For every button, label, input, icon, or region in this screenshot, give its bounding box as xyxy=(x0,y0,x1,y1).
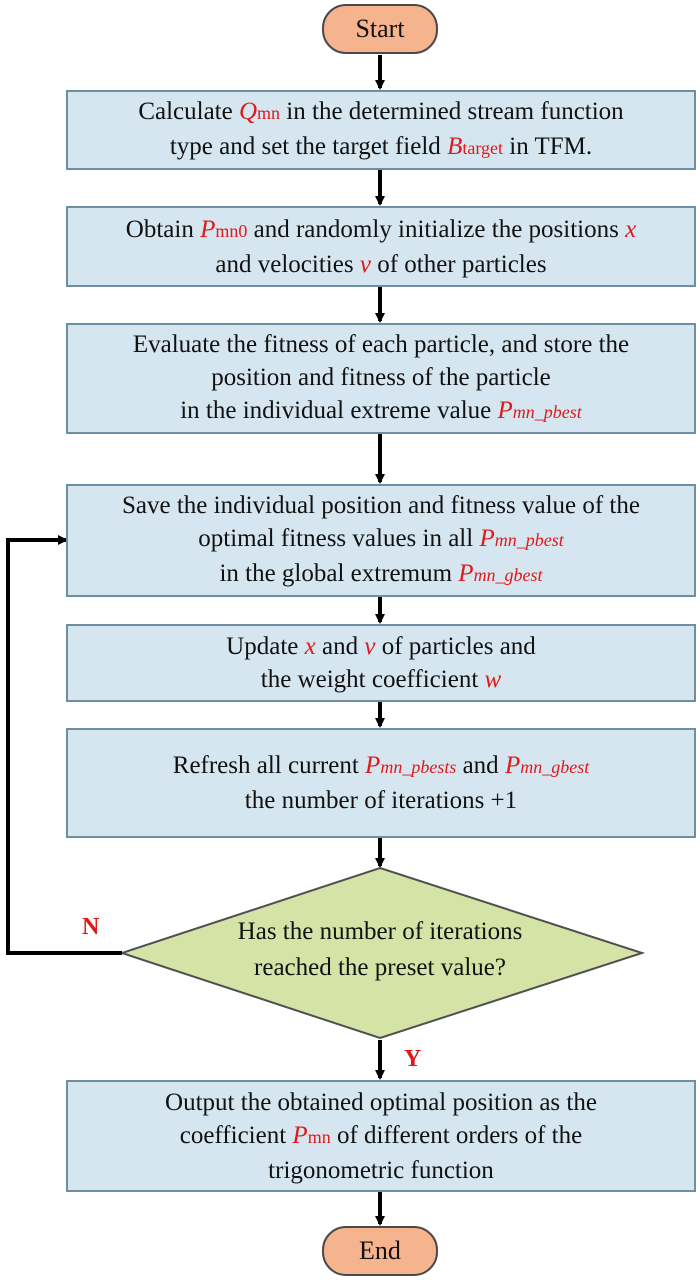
variable-base: P xyxy=(504,752,521,779)
text-run: Refresh all current xyxy=(172,752,366,779)
variable-base: P xyxy=(365,752,381,779)
text-run: and xyxy=(315,633,365,660)
process-step xyxy=(66,728,696,838)
text-run: of particles and xyxy=(375,633,536,660)
math-variable xyxy=(479,525,563,552)
math-variable xyxy=(625,216,636,243)
variable-base: v xyxy=(364,633,376,660)
process-step xyxy=(66,90,696,170)
decision-line-2: reached the preset value? xyxy=(254,954,506,981)
symbol-base: P xyxy=(292,1121,308,1149)
variable-base: P xyxy=(479,525,495,552)
text-run: Output the obtained optimal position as the xyxy=(165,1088,597,1116)
process-step xyxy=(66,206,696,287)
decision-line-1: Has the number of iterations xyxy=(237,918,523,945)
text-run: and xyxy=(456,752,505,779)
math-variable xyxy=(505,752,589,779)
text-run: Evaluate the fitness of each particle, and store the xyxy=(132,331,630,358)
process-step-text xyxy=(122,489,640,592)
text-run: in the individual extreme value xyxy=(180,397,498,424)
variable-subscript: mn_pbest xyxy=(512,402,582,422)
variable-subscript: mn_pbests xyxy=(380,757,457,777)
process-line xyxy=(133,328,629,361)
process-step xyxy=(66,323,696,434)
text-run: the number of iterations +1 xyxy=(244,787,518,814)
process-line xyxy=(165,1086,597,1119)
symbol-base: P xyxy=(200,215,216,243)
math-variable xyxy=(497,397,581,424)
process-line xyxy=(122,489,640,522)
process-step xyxy=(66,484,696,597)
decision-text xyxy=(160,914,600,986)
variable-subscript: mn_gbest xyxy=(520,757,590,777)
text-run: in TFM. xyxy=(503,133,593,160)
variable-base: P xyxy=(458,560,474,587)
symbol-subscript: mn xyxy=(307,1126,331,1147)
text-run: and randomly initialize the positions xyxy=(247,215,626,243)
math-variable xyxy=(365,752,456,779)
process-line xyxy=(126,248,636,281)
text-run: the weight coefficient xyxy=(260,666,485,693)
process-step-text xyxy=(138,95,623,165)
symbol-base: Q xyxy=(238,98,258,125)
start-terminal: Start xyxy=(322,4,438,54)
text-run: in the determined stream function xyxy=(280,98,624,125)
text-run: of different orders of the xyxy=(330,1121,583,1149)
text-run: in the global extremum xyxy=(219,560,459,587)
math-variable xyxy=(305,633,316,660)
text-run: Update xyxy=(226,633,305,660)
symbol-base: B xyxy=(447,133,463,160)
variable-subscript: mn_pbest xyxy=(494,530,564,550)
process-step xyxy=(66,1080,696,1192)
process-step-text xyxy=(126,213,636,281)
variable-base: w xyxy=(484,666,502,693)
process-step-text xyxy=(133,328,629,429)
math-symbol xyxy=(200,216,247,243)
text-run: Obtain xyxy=(125,215,201,243)
text-run: Save the individual position and fitness value of the xyxy=(122,492,640,519)
process-line xyxy=(226,663,536,696)
process-line xyxy=(122,557,640,592)
process-line xyxy=(133,361,629,394)
math-symbol xyxy=(447,133,503,160)
process-line xyxy=(133,394,629,429)
process-line xyxy=(138,130,623,165)
text-run: position and fitness of the particle xyxy=(211,364,551,391)
text-run: coefficient xyxy=(179,1121,293,1149)
variable-base: x xyxy=(304,633,316,660)
variable-subscript: mn_gbest xyxy=(473,565,543,585)
process-line xyxy=(226,630,536,663)
no-branch-label: N xyxy=(82,914,100,940)
math-variable xyxy=(360,251,371,278)
text-run: Calculate xyxy=(138,98,239,125)
text-run: of other particles xyxy=(370,250,547,278)
process-step-text xyxy=(165,1086,597,1187)
process-line xyxy=(126,213,636,248)
math-variable xyxy=(458,560,542,587)
symbol-subscript: target xyxy=(462,138,503,158)
process-line xyxy=(165,1154,597,1187)
variable-base: x xyxy=(625,215,637,243)
end-terminal: End xyxy=(322,1226,438,1276)
math-symbol xyxy=(292,1122,330,1149)
math-variable xyxy=(364,633,375,660)
symbol-subscript: mn0 xyxy=(215,220,248,241)
text-run: type and set the target field xyxy=(169,133,448,160)
text-run: and velocities xyxy=(215,250,360,278)
process-line xyxy=(138,95,623,130)
process-line xyxy=(165,1119,597,1154)
symbol-subscript: mn xyxy=(257,103,281,123)
variable-base: v xyxy=(359,250,371,278)
process-line xyxy=(122,522,640,557)
process-step-text xyxy=(173,749,589,817)
process-step xyxy=(66,624,696,702)
yes-branch-label: Y xyxy=(404,1046,422,1072)
process-line xyxy=(173,749,589,784)
process-step-text xyxy=(226,630,536,696)
math-symbol xyxy=(239,98,280,125)
math-variable xyxy=(485,666,502,693)
variable-base: P xyxy=(497,397,513,424)
text-run: trigonometric function xyxy=(268,1156,494,1184)
text-run: optimal fitness values in all xyxy=(198,525,480,552)
process-line xyxy=(173,784,589,817)
